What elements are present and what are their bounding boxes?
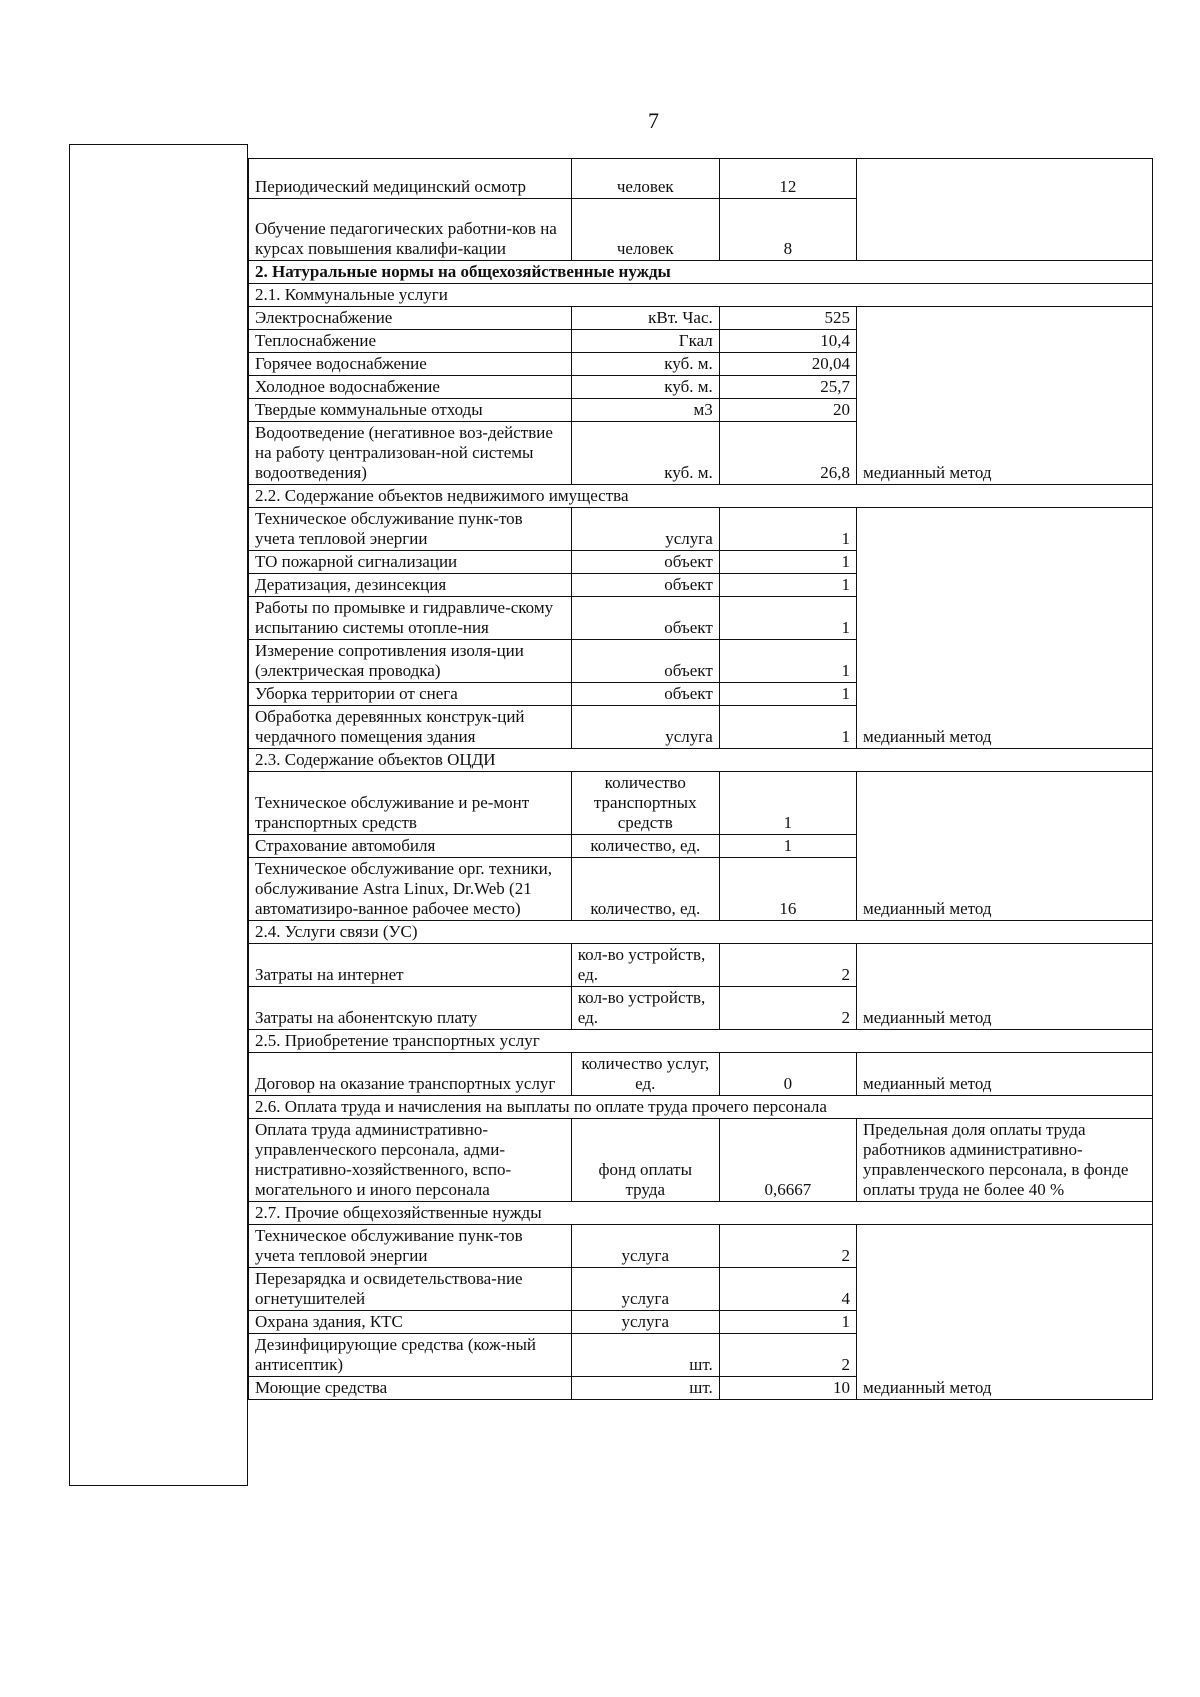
item-value: 2 <box>719 944 856 987</box>
item-name: Техническое обслуживание пунк-тов учета тепловой энергии <box>249 508 572 551</box>
item-unit: м3 <box>571 399 719 422</box>
item-value: 4 <box>719 1268 856 1311</box>
item-value: 1 <box>719 551 856 574</box>
item-value: 1 <box>719 508 856 551</box>
page-number: 7 <box>648 108 659 133</box>
item-value: 1 <box>719 706 856 749</box>
subsection-title: 2.7. Прочие общехозяйственные нужды <box>249 1202 1153 1225</box>
item-name: Водоотведение (негативное воз-действие на работу централизован-ной системы водоотведения) <box>249 422 572 485</box>
item-name: Техническое обслуживание и ре-монт транспортных средств <box>249 772 572 835</box>
item-note: медианный метод <box>857 307 1153 485</box>
item-value: 20,04 <box>719 353 856 376</box>
item-unit: объект <box>571 551 719 574</box>
item-unit: количество транспортных средств <box>571 772 719 835</box>
item-name: Работы по промывке и гидравличе-скому испытанию системы отопле-ния <box>249 597 572 640</box>
item-unit: кВт. Час. <box>571 307 719 330</box>
item-note: медианный метод <box>857 944 1153 1030</box>
item-value: 8 <box>719 199 856 261</box>
item-name: Моющие средства <box>249 1377 572 1400</box>
item-value: 0 <box>719 1053 856 1096</box>
item-name: Страхование автомобиля <box>249 835 572 858</box>
item-note: медианный метод <box>857 508 1153 749</box>
item-value: 1 <box>719 597 856 640</box>
item-name: Техническое обслуживание пунк-тов учета тепловой энергии <box>249 1225 572 1268</box>
item-unit: услуга <box>571 508 719 551</box>
item-name: Периодический медицинский осмотр <box>249 159 572 199</box>
item-name: Электроснабжение <box>249 307 572 330</box>
subsection-row <box>249 485 1153 508</box>
item-value: 2 <box>719 1334 856 1377</box>
item-unit: куб. м. <box>571 353 719 376</box>
item-name: Холодное водоснабжение <box>249 376 572 399</box>
item-note: медианный метод <box>857 1053 1153 1096</box>
table-row <box>249 1119 1153 1202</box>
item-name: Техническое обслуживание орг. техники, обслуживание Astra Linux, Dr.Web (21 автоматизиро-ванное рабочее место) <box>249 858 572 921</box>
item-name: Дезинфицирующие средства (кож-ный антисептик) <box>249 1334 572 1377</box>
item-name: Твердые коммунальные отходы <box>249 399 572 422</box>
item-name: Затраты на интернет <box>249 944 572 987</box>
item-name: Обработка деревянных конструк-ций чердачного помещения здания <box>249 706 572 749</box>
item-unit: Гкал <box>571 330 719 353</box>
item-value: 16 <box>719 858 856 921</box>
item-unit: услуга <box>571 1311 719 1334</box>
table-row <box>249 159 1153 199</box>
item-value: 1 <box>719 772 856 835</box>
subsection-row <box>249 1202 1153 1225</box>
item-unit: человек <box>571 159 719 199</box>
table-row <box>249 772 1153 835</box>
item-value: 1 <box>719 1311 856 1334</box>
item-note: Предельная доля оплаты труда работников административно-управленческого персонала, в фонде оплаты труда не более 40 % <box>857 1119 1153 1202</box>
item-name: Теплоснабжение <box>249 330 572 353</box>
subsection-title: 2.5. Приобретение транспортных услуг <box>249 1030 1153 1053</box>
item-name: Дератизация, дезинсекция <box>249 574 572 597</box>
item-value: 1 <box>719 683 856 706</box>
section-title: 2. Натуральные нормы на общехозяйственные нужды <box>249 261 1153 284</box>
item-unit: шт. <box>571 1377 719 1400</box>
item-unit: количество, ед. <box>571 835 719 858</box>
item-name: Измерение сопротивления изоля-ции (электрическая проводка) <box>249 640 572 683</box>
item-unit: услуга <box>571 1268 719 1311</box>
item-name: Оплата труда административно-управленческого персонала, адми-нистративно-хозяйственного, вспо-могательного и иного персонала <box>249 1119 572 1202</box>
item-value: 26,8 <box>719 422 856 485</box>
item-value: 20 <box>719 399 856 422</box>
subsection-title: 2.3. Содержание объектов ОЦДИ <box>249 749 1153 772</box>
table-row <box>249 307 1153 330</box>
item-value: 525 <box>719 307 856 330</box>
item-value: 1 <box>719 574 856 597</box>
item-value: 2 <box>719 1225 856 1268</box>
item-name: Уборка территории от снега <box>249 683 572 706</box>
item-name: ТО пожарной сигнализации <box>249 551 572 574</box>
subsection-row <box>249 921 1153 944</box>
item-unit: объект <box>571 597 719 640</box>
item-name: Затраты на абонентскую плату <box>249 987 572 1030</box>
item-name: Горячее водоснабжение <box>249 353 572 376</box>
subsection-title: 2.4. Услуги связи (УС) <box>249 921 1153 944</box>
section-row <box>249 261 1153 284</box>
item-name: Обучение педагогических работни-ков на курсах повышения квалифи-кации <box>249 199 572 261</box>
item-value: 0,6667 <box>719 1119 856 1202</box>
subsection-title: 2.1. Коммунальные услуги <box>249 284 1153 307</box>
item-value: 2 <box>719 987 856 1030</box>
item-value: 10 <box>719 1377 856 1400</box>
item-unit: шт. <box>571 1334 719 1377</box>
subsection-row <box>249 1096 1153 1119</box>
subsection-row <box>249 749 1153 772</box>
item-note: медианный метод <box>857 772 1153 921</box>
item-unit: кол-во устройств, ед. <box>571 987 719 1030</box>
item-unit: человек <box>571 199 719 261</box>
item-unit: объект <box>571 574 719 597</box>
item-name: Договор на оказание транспортных услуг <box>249 1053 572 1096</box>
item-unit: услуга <box>571 706 719 749</box>
norms-table <box>248 158 1153 1400</box>
item-name: Охрана здания, КТС <box>249 1311 572 1334</box>
item-unit: объект <box>571 683 719 706</box>
item-unit: объект <box>571 640 719 683</box>
subsection-row <box>249 1030 1153 1053</box>
item-note: медианный метод <box>857 1225 1153 1400</box>
subsection-title: 2.6. Оплата труда и начисления на выплаты по оплате труда прочего персонала <box>249 1096 1153 1119</box>
item-value: 10,4 <box>719 330 856 353</box>
item-unit: куб. м. <box>571 376 719 399</box>
left-column-frame <box>69 144 248 1486</box>
item-unit: количество, ед. <box>571 858 719 921</box>
item-note <box>857 159 1153 261</box>
subsection-title: 2.2. Содержание объектов недвижимого имущества <box>249 485 1153 508</box>
item-unit: куб. м. <box>571 422 719 485</box>
item-unit: услуга <box>571 1225 719 1268</box>
item-value: 25,7 <box>719 376 856 399</box>
item-value: 1 <box>719 835 856 858</box>
item-value: 1 <box>719 640 856 683</box>
item-unit: количество услуг, ед. <box>571 1053 719 1096</box>
item-unit: фонд оплаты труда <box>571 1119 719 1202</box>
table-row <box>249 1225 1153 1268</box>
table-row <box>249 1053 1153 1096</box>
item-value: 12 <box>719 159 856 199</box>
table-row <box>249 508 1153 551</box>
norms-table-body <box>249 159 1153 1400</box>
table-row <box>249 944 1153 987</box>
item-unit: кол-во устройств, ед. <box>571 944 719 987</box>
item-name: Перезарядка и освидетельствова-ние огнетушителей <box>249 1268 572 1311</box>
subsection-row <box>249 284 1153 307</box>
